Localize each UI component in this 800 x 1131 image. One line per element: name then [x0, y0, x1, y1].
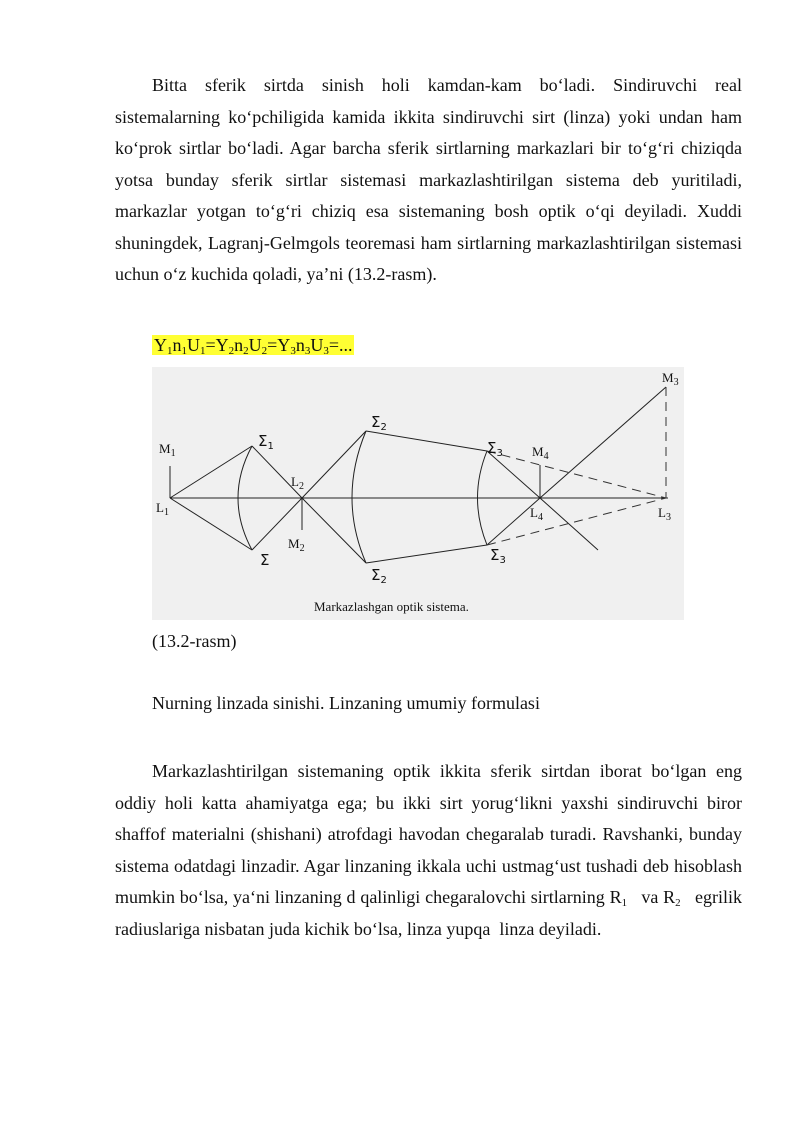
- optical-diagram-svg: [152, 367, 684, 620]
- label-m3: $M_3$: [662, 370, 679, 388]
- ray-l1-top: [170, 446, 252, 498]
- label-l1: $L_1$: [156, 500, 169, 518]
- label-sigma3-top: $\Sigma_3$: [487, 439, 503, 459]
- ray-l2-cont-bottom: [302, 498, 366, 563]
- section-heading: Nurning linzada sinishi. Linzaning umumiy formulasi: [152, 693, 540, 713]
- formula-highlight: $Y_1n_1U_1=Y_2n_2U_2=Y_3n_3U_3=$...: [154, 335, 353, 357]
- figure-caption: Markazlashgan optik sistema.: [314, 599, 469, 614]
- ray-l4-cont: [540, 498, 598, 550]
- label-l3: $L_3$: [658, 505, 671, 523]
- label-sigma3-bottom: $\Sigma_3$: [490, 546, 506, 566]
- surface-sigma2: [352, 431, 366, 563]
- label-m4: $M_4$: [532, 444, 549, 462]
- paragraph-lens: Markazlashtirilgan sistemaning optik ikkita sferik sirtdan iborat bo‘lgan eng oddiy holi katta ahamiyatga ega; bu ikki sirt yorug‘likni yaxshi sindiruvchi biror shaffof materialni (shishani) atrofdagi havodan chegaralab turadi. Ravshanki, bunday sistema odatdagi linzadir. Agar linzaning ikkala uchi ustmag‘ust tushadi deb hisoblash mumkin bo‘lsa, ya‘ni linzaning d qalinligi chegaralovchi sirtlarning $R_1$ va $R_2$ egrilik radiuslariga nisbatan juda kichik bo‘lsa, linza yupqa linza deyiladi.: [115, 761, 747, 939]
- label-sigma1: $\Sigma_1$: [258, 432, 274, 452]
- label-l4: $L_4$: [530, 505, 543, 523]
- ray-s2-bottom: [366, 545, 487, 563]
- ray-l4-to-m3: [540, 387, 666, 498]
- ray-l2-cont-top: [302, 431, 366, 498]
- label-m2: $M_2$: [288, 536, 305, 554]
- figure-number: (13.2-rasm): [152, 631, 237, 651]
- label-sigma: Σ: [260, 551, 270, 569]
- label-sigma2-bottom: $\Sigma_2$: [371, 566, 387, 586]
- optical-system-diagram: [152, 367, 684, 620]
- label-sigma2-top: $\Sigma_2$: [371, 413, 387, 433]
- label-m1: $M_1$: [159, 441, 176, 459]
- ray-l1-bottom: [170, 498, 252, 550]
- lagrange-formula: [152, 335, 354, 356]
- paragraph-intro: Bitta sferik sirtda sinish holi kamdan-kam bo‘ladi. Sindiruvchi real sistemalarning ko‘pchiligida kamida ikkita sindiruvchi sirt (linza) yoki undan ham ko‘prok sirtlar bo‘ladi. Agar barcha sferik sirtlarning markazlari bir to‘g‘ri chiziqda yotsa bunday sferik sirtlar sistemasi markazlashtirilgan sistema deb yuritiladi, markazlar yotgan to‘g‘ri chiziq esa sistemaning bosh optik o‘qi deyiladi. Xuddi shuningdek, Lagranj-Gelmgols teoremasi ham sirtlarning markazlashtirilgan sistemasi uchun o‘z kuchida qoladi, ya’ni (13.2-rasm).: [115, 75, 742, 284]
- label-l2: $L_2$: [291, 474, 304, 492]
- ray-s1-top: [252, 446, 302, 498]
- ray-s2-top: [366, 431, 487, 451]
